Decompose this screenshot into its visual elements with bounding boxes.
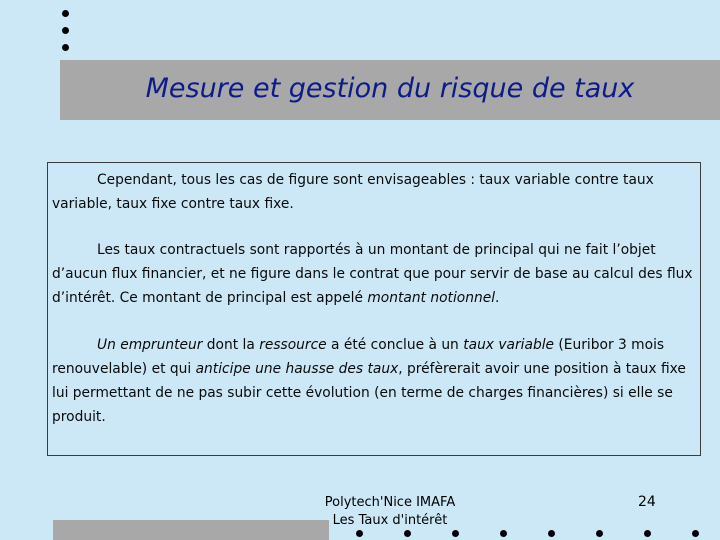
paragraph-3-text-4: , préfèrerait avoir une position à taux fixe lui permettant de ne pas subir cette évolution (en terme de charges financières) si elle se produit.: [52, 361, 686, 425]
paragraph-1: [52, 168, 698, 216]
page-number: 24: [638, 494, 656, 510]
decorative-dot: [62, 27, 69, 34]
paragraph-3-text-3: (Euribor 3 mois renouvelable) et qui: [52, 337, 665, 377]
decorative-dot: [62, 44, 69, 51]
content-box: [47, 162, 701, 456]
paragraph-2-end: .: [495, 290, 500, 306]
term-montant-notionnel: montant notionnel: [367, 290, 496, 306]
slide-title: Mesure et gestion du risque de taux: [145, 73, 635, 104]
footer: [300, 494, 480, 530]
decorative-dot: [596, 530, 603, 537]
decorative-dot: [500, 530, 507, 537]
term-taux-variable: taux variable: [463, 337, 555, 353]
term-ressource: ressource: [259, 337, 327, 353]
decorative-dot: [404, 530, 411, 537]
decorative-dot: [62, 10, 69, 17]
paragraph-3-text-1: dont la: [202, 337, 260, 353]
paragraph-1-text: Cependant, tous les cas de figure sont envisageables : taux variable contre taux variable, taux fixe contre taux fixe.: [52, 172, 654, 212]
footer-line-1: Polytech'Nice IMAFA: [324, 495, 456, 510]
footer-bar: [53, 520, 329, 540]
paragraph-3: [52, 333, 698, 429]
footer-line-2: Les Taux d'intérêt: [332, 513, 448, 528]
decorative-dot: [692, 530, 699, 537]
paragraph-3-text-2: a été conclue à un: [326, 337, 464, 353]
term-hausse-des-taux: anticipe une hausse des taux: [195, 361, 399, 377]
decorative-dot: [548, 530, 555, 537]
paragraph-2: [52, 238, 698, 310]
decorative-dot: [644, 530, 651, 537]
decorative-dot: [452, 530, 459, 537]
paragraph-2-text: Les taux contractuels sont rapportés à un montant de principal qui ne fait l’objet d’aucun flux financier, et ne figure dans le contrat que pour servir de base au calcul des flux d’intérêt. Ce montant de principal est appelé: [52, 242, 693, 306]
term-emprunteur: Un emprunteur: [97, 337, 203, 353]
title-bar: [60, 60, 720, 120]
decorative-dot: [356, 530, 363, 537]
